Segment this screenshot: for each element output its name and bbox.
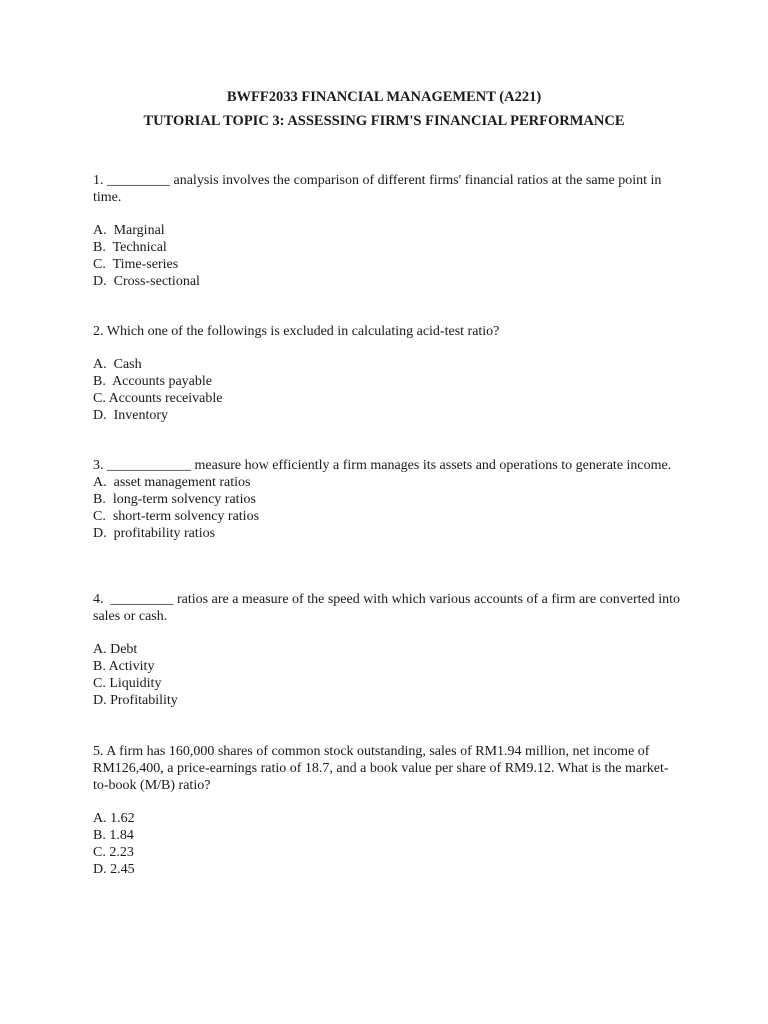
question-4-stem — [93, 591, 683, 625]
topic-title: TUTORIAL TOPIC 3: ASSESSING FIRM'S FINANCIAL PERFORMANCE — [143, 113, 625, 129]
option-d: D. profitability ratios — [93, 526, 216, 541]
question-3-text: measure how efficiently a firm manages its assets and operations to generate income. — [194, 458, 672, 473]
course-title: BWFF2033 FINANCIAL MANAGEMENT (A221) — [226, 89, 542, 105]
option-a: A. 1.62 — [93, 811, 135, 826]
question-5-options — [93, 810, 683, 878]
question-2-options — [93, 356, 683, 424]
option-d: D. Cross-sectional — [93, 274, 200, 289]
question-1-number: 1. — [93, 173, 104, 188]
option-d: D. 2.45 — [93, 862, 135, 877]
option-c: C. short-term solvency ratios — [93, 509, 260, 524]
question-5-stem — [93, 743, 683, 794]
option-a: A. Debt — [93, 642, 138, 657]
question-2 — [93, 323, 683, 424]
question-1-blank: _________ — [107, 173, 170, 188]
option-c: C. Time-series — [93, 257, 179, 272]
question-1-stem — [93, 172, 683, 206]
question-4-blank: _________ — [110, 592, 174, 607]
question-5 — [93, 743, 683, 878]
option-b: B. 1.84 — [93, 828, 134, 843]
question-4-options — [93, 641, 683, 709]
question-2-stem — [93, 323, 683, 340]
question-1-text: analysis involves the comparison of different firms' financial ratios at the same point in time. — [93, 173, 662, 205]
question-1 — [93, 172, 683, 290]
option-c: C. 2.23 — [93, 845, 134, 860]
question-2-text: Which one of the followings is excluded in calculating acid-test ratio? — [106, 324, 500, 339]
question-3 — [93, 457, 683, 542]
question-5-number: 5. — [93, 744, 104, 759]
question-2-number: 2. — [93, 324, 104, 339]
question-3-stem — [93, 457, 683, 474]
question-3-number: 3. — [93, 458, 104, 473]
option-a: A. asset management ratios — [93, 475, 251, 490]
option-a: A. Cash — [93, 357, 142, 372]
option-b: B. long-term solvency ratios — [93, 492, 256, 507]
option-d: D. Inventory — [93, 408, 169, 423]
option-d: D. Profitability — [93, 693, 178, 708]
option-c: C. Liquidity — [93, 676, 162, 691]
question-1-options — [93, 222, 683, 290]
option-c: C. Accounts receivable — [93, 391, 223, 406]
option-a: A. Marginal — [93, 223, 165, 238]
question-3-options — [93, 474, 683, 542]
option-b: B. Technical — [93, 240, 167, 255]
option-b: B. Accounts payable — [93, 374, 212, 389]
question-4-text: ratios are a measure of the speed with which various accounts of a firm are converted into sales or cash. — [93, 592, 681, 624]
question-3-blank: ____________ — [107, 458, 191, 473]
question-4-number: 4. — [93, 592, 104, 607]
option-b: B. Activity — [93, 659, 155, 674]
question-5-text: A firm has 160,000 shares of common stock outstanding, sales of RM1.94 million, net income of RM126,400, a price-earnings ratio of 18.7, and a book value per share of RM9.12. What is the market-to-book (M/B) ratio? — [93, 744, 669, 793]
question-4 — [93, 591, 683, 709]
